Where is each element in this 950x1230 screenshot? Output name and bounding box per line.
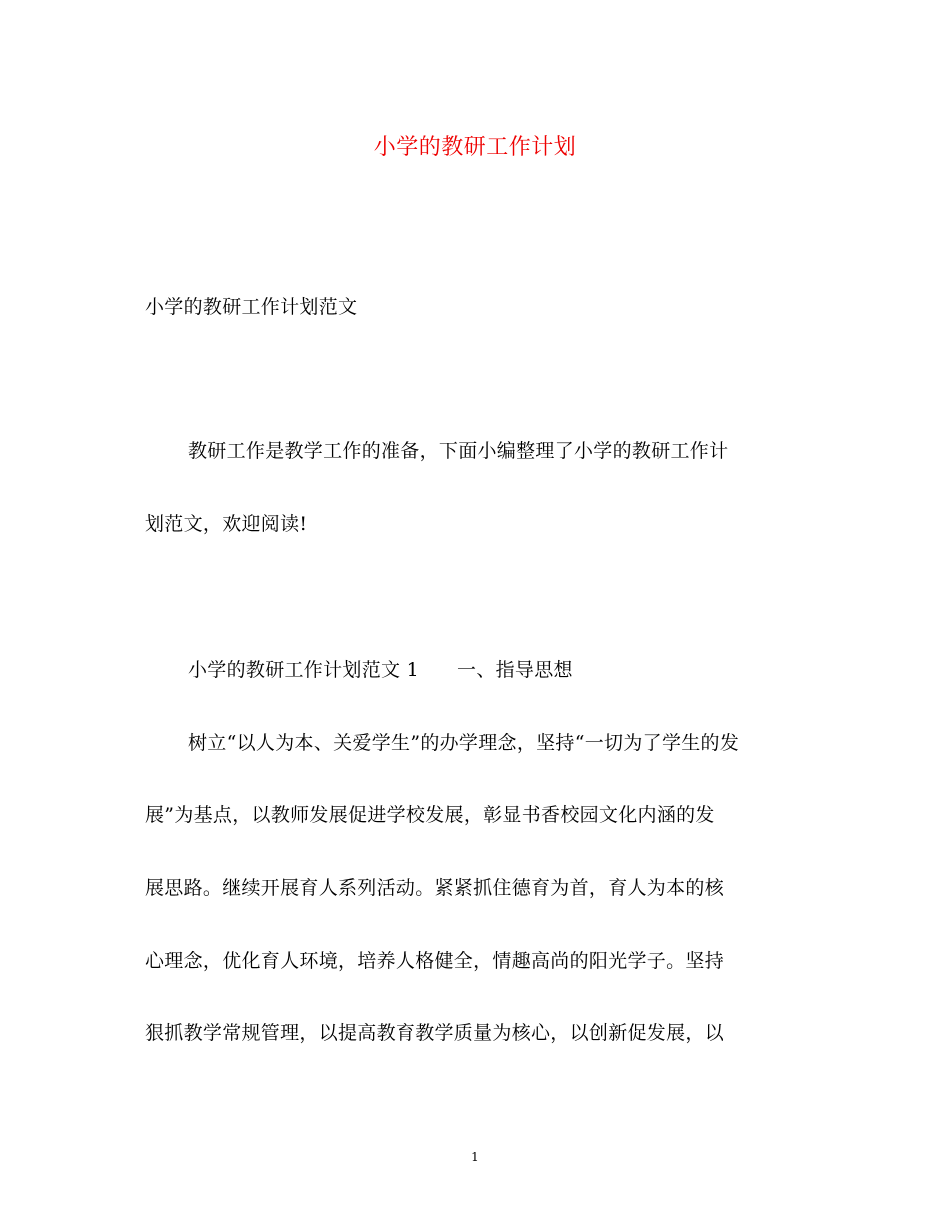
page-number: 1 xyxy=(471,1150,479,1164)
document-title: 小学的教研工作计划 xyxy=(373,135,577,160)
body-line-2: 展”为基点，以教师发展促进学校发展，彰显书香校园文化内涵的发 xyxy=(145,804,715,826)
section-heading xyxy=(188,655,573,685)
section-heading-label: 小学的教研工作计划范文 1 xyxy=(188,659,420,681)
document-subtitle: 小学的教研工作计划范文 xyxy=(145,296,358,318)
intro-line-1: 教研工作是教学工作的准备，下面小编整理了小学的教研工作计 xyxy=(188,440,729,462)
intro-line-2: 划范文，欢迎阅读! xyxy=(145,513,308,535)
body-line-5: 狠抓教学常规管理，以提高教育教学质量为核心，以创新促发展，以 xyxy=(145,1022,725,1044)
section-heading-title: 一、指导思想 xyxy=(457,659,573,681)
body-line-3: 展思路。继续开展育人系列活动。紧紧抓住德育为首，育人为本的核 xyxy=(145,877,725,899)
body-line-1: 树立“以人为本、关爱学生”的办学理念，坚持“一切为了学生的发 xyxy=(188,732,740,754)
body-line-4: 心理念，优化育人环境，培养人格健全，情趣高尚的阳光学子。坚持 xyxy=(145,950,725,972)
